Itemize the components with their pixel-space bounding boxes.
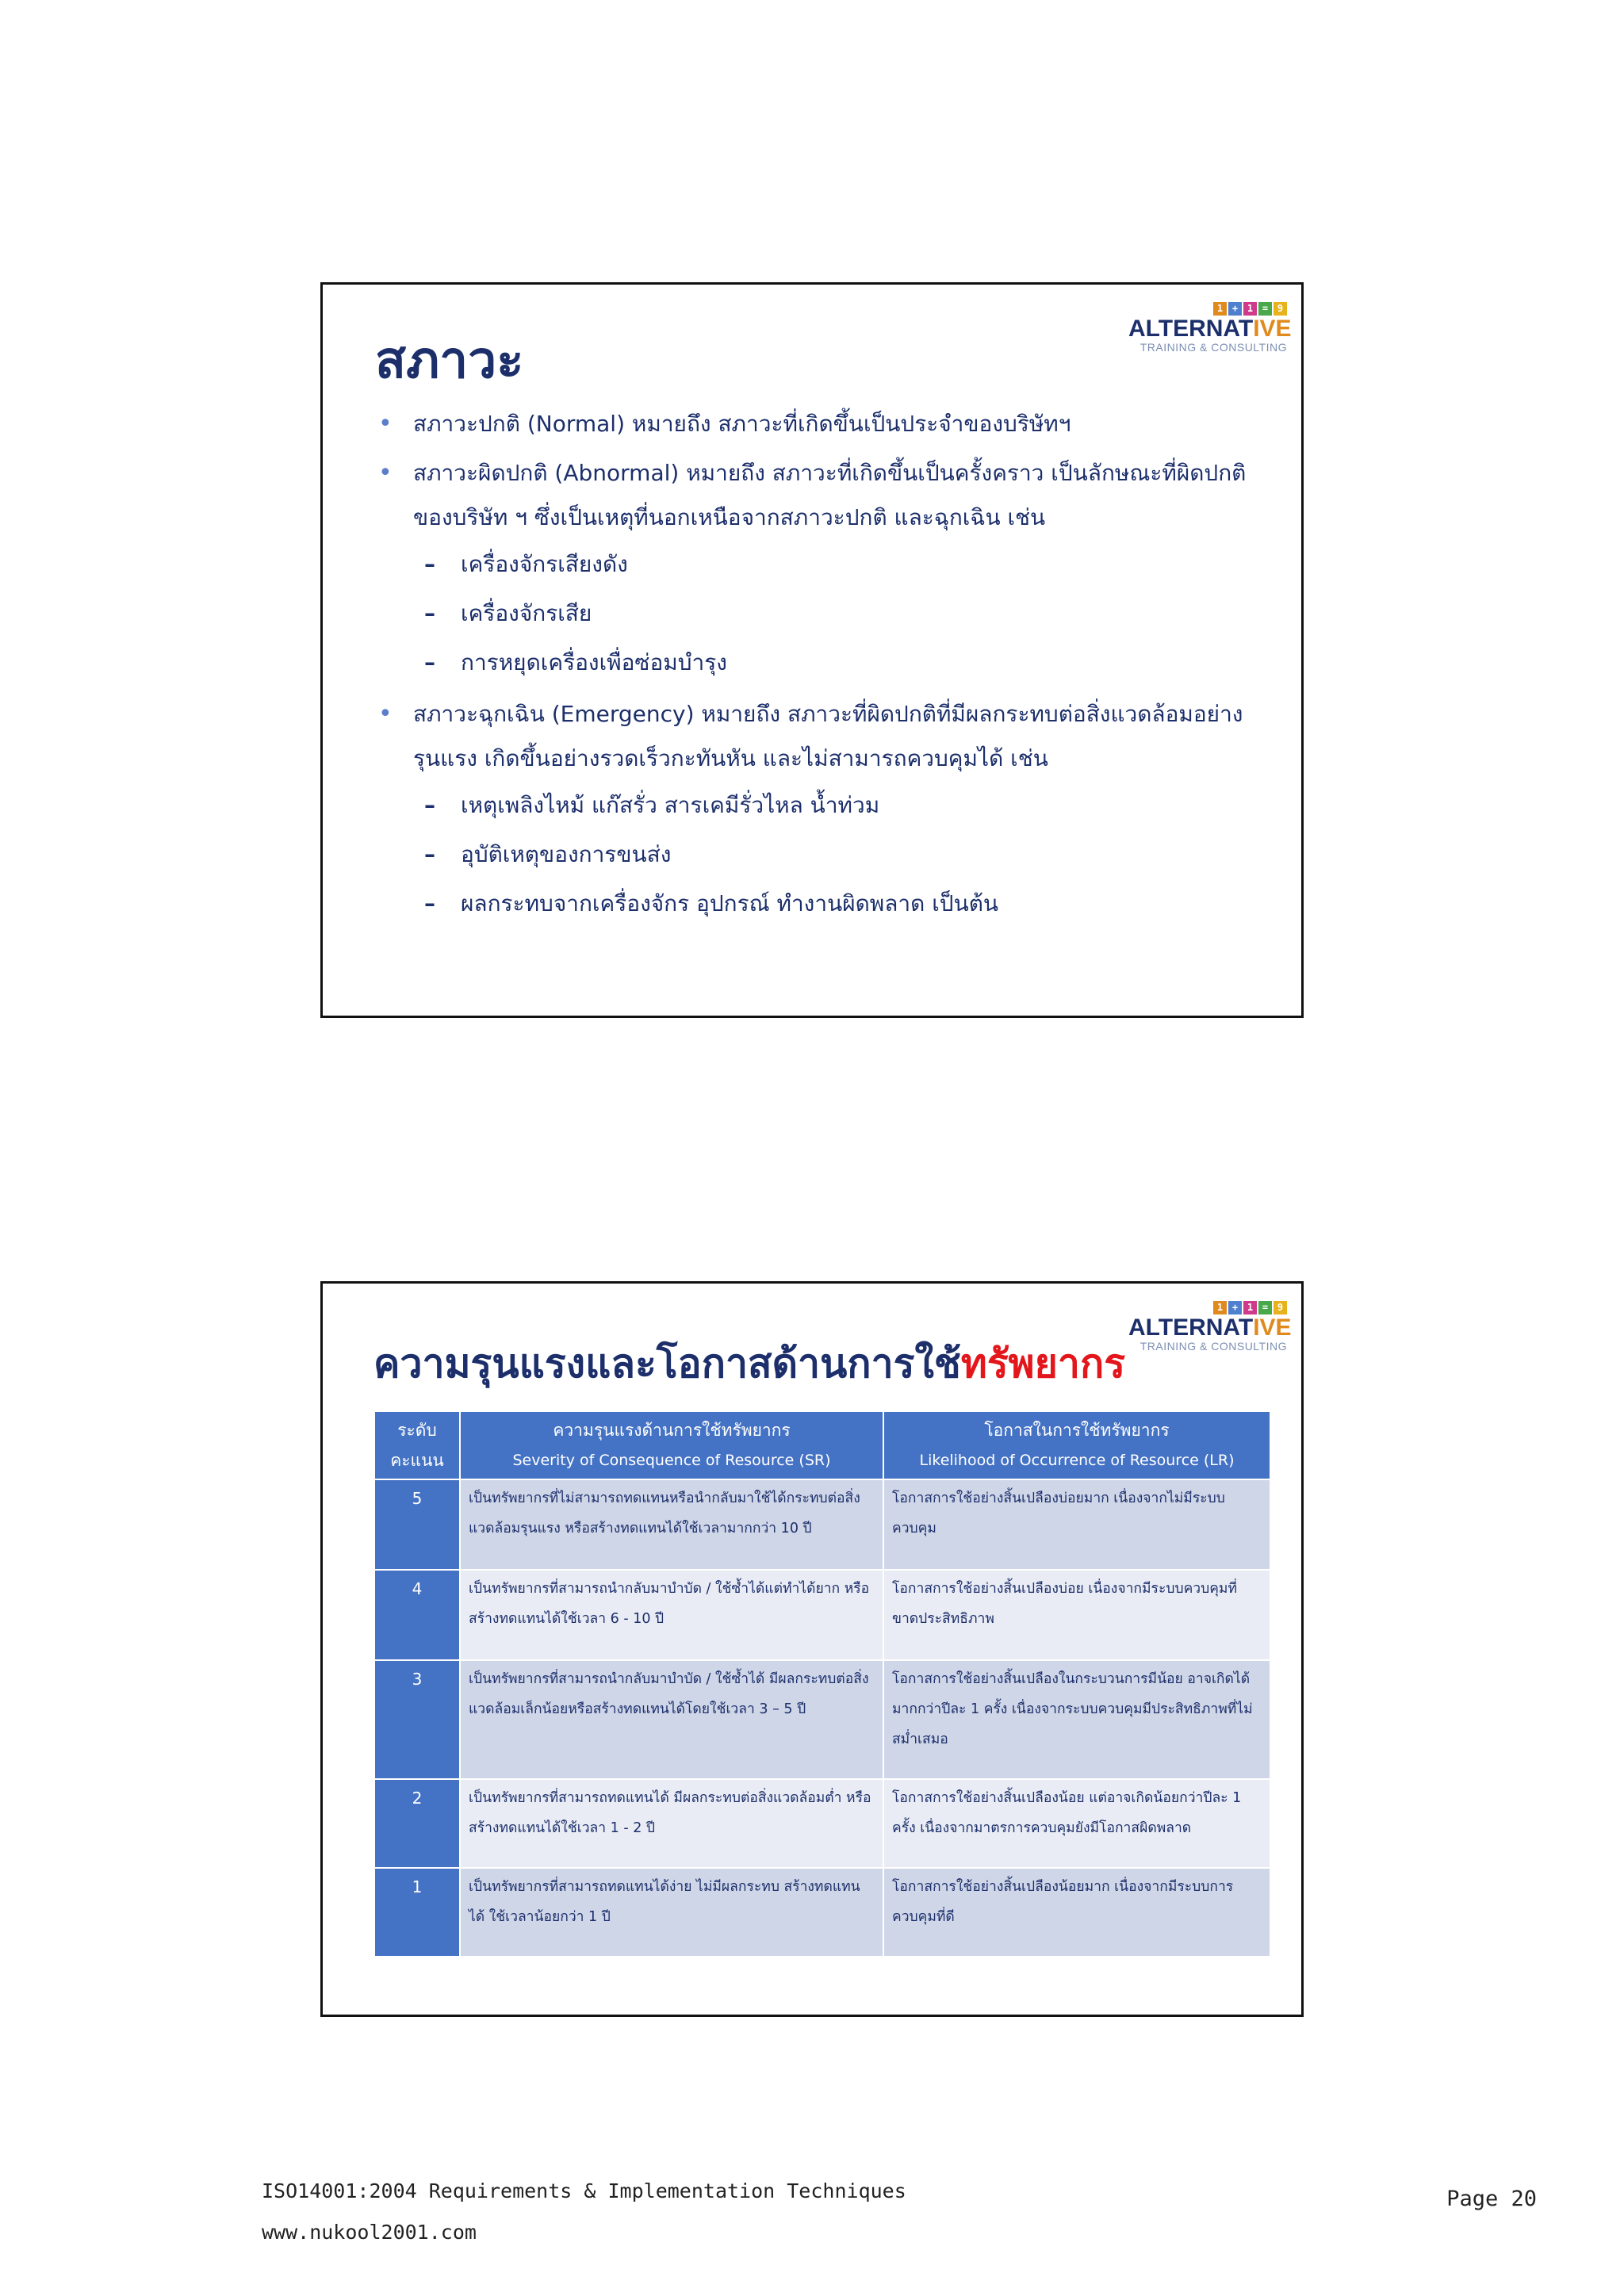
footer-course-title: ISO14001:2004 Requirements & Implementation Techniques <box>262 2179 906 2202</box>
alternative-logo <box>1128 302 1292 354</box>
page-number: Page 20 <box>1446 2187 1537 2211</box>
bullet-item <box>375 402 1270 446</box>
table-cell-sr: เป็นทรัพยากรที่สามารถนำกลับมาบำบัด / ใช้ซ้ำได้ มีผลกระทบต่อสิ่งแวดล้อมเล็กน้อยหรือสร้างทดแทนได้โดยใช้เวลา 3 – 5 ปี <box>460 1660 883 1779</box>
bullet-block <box>375 451 1270 687</box>
dash-icon: – <box>424 841 435 867</box>
table-row <box>374 1868 1270 1957</box>
table-cell-lr: โอกาสการใช้อย่างสิ้นเปลืองน้อย แต่อาจเกิดน้อยกว่าปีละ 1 ครั้ง เนื่องจากมาตรการควบคุมยังมีโอกาสผิดพลาด <box>883 1779 1270 1868</box>
header-likelihood: โอกาสในการใช้ทรัพยากร Likelihood of Occurrence of Resource (LR) <box>883 1411 1270 1479</box>
sub-bullet-text: เหตุเพลิงไหม้ แก๊สรั่ว สารเคมีรั่วไหล น้ำท่วม <box>461 792 880 818</box>
logo-square: 1 <box>1243 1301 1257 1314</box>
logo-square: + <box>1228 1301 1242 1314</box>
logo-square: 1 <box>1243 302 1257 316</box>
sub-bullet-text: เครื่องจักรเสีย <box>461 600 592 626</box>
header-score: ระดับ คะแนน <box>374 1411 460 1479</box>
sub-bullet-item <box>375 879 1270 928</box>
header-severity: ความรุนแรงด้านการใช้ทรัพยากร Severity of Consequence of Resource (SR) <box>460 1411 883 1479</box>
dash-icon: – <box>424 890 435 916</box>
sub-bullet-item <box>375 589 1270 638</box>
bullet-dot-icon: • <box>378 459 393 487</box>
table-cell-lr: โอกาสการใช้อย่างสิ้นเปลืองบ่อย เนื่องจากมีระบบควบคุมที่ขาดประสิทธิภาพ <box>883 1570 1270 1660</box>
severity-likelihood-table <box>373 1410 1271 1957</box>
logo-squares <box>1128 302 1287 316</box>
slide-conditions <box>320 282 1304 1018</box>
bullet-text: สภาวะปกติ (Normal) หมายถึง สภาวะที่เกิดขึ้นเป็นประจำของบริษัทฯ <box>413 411 1071 437</box>
table-cell-score: 1 <box>374 1868 460 1957</box>
table-cell-sr: เป็นทรัพยากรที่สามารถนำกลับมาบำบัด / ใช้ซ้ำได้แต่ทำได้ยาก หรือสร้างทดแทนได้ใช้เวลา 6 - 10 ปี <box>460 1570 883 1660</box>
sub-bullet-text: ผลกระทบจากเครื่องจักร อุปกรณ์ ทำงานผิดพลาด เป็นต้น <box>461 890 999 916</box>
logo-square: + <box>1228 302 1242 316</box>
bullet-dot-icon: • <box>378 700 393 728</box>
dash-icon: – <box>424 792 435 818</box>
bullet-item <box>375 692 1270 781</box>
logo-wordmark: ALTERNATIVE <box>1128 1314 1292 1341</box>
sub-bullet-item <box>375 638 1270 687</box>
sub-bullet-item <box>375 830 1270 879</box>
sub-bullet-item <box>375 781 1270 830</box>
table-cell-score: 5 <box>374 1479 460 1570</box>
slide-title: ความรุนแรงและโอกาสด้านการใช้ทรัพยากร <box>373 1341 1126 1387</box>
logo-subtitle: TRAINING & CONSULTING <box>1139 341 1287 354</box>
bullet-text: สภาวะฉุกเฉิน (Emergency) หมายถึง สภาวะที่ผิดปกติที่มีผลกระทบต่อสิ่งแวดล้อมอย่างรุนแรง เกิดขึ้นอย่างรวดเร็วกะทันหัน และไม่สามารถควบคุมได้ เช่น <box>413 701 1243 771</box>
dash-icon: – <box>424 649 435 675</box>
sub-bullet-text: เครื่องจักรเสียงดัง <box>461 551 628 577</box>
logo-square: = <box>1258 1301 1272 1314</box>
table-row <box>374 1570 1270 1660</box>
logo-squares <box>1128 1301 1287 1314</box>
footer <box>262 2171 906 2253</box>
table-row <box>374 1660 1270 1779</box>
dash-icon: – <box>424 600 435 626</box>
table-cell-score: 2 <box>374 1779 460 1868</box>
logo-square: 1 <box>1213 302 1227 316</box>
alternative-logo <box>1128 1301 1292 1353</box>
footer-website: www.nukool2001.com <box>262 2221 477 2244</box>
bullet-text: สภาวะผิดปกติ (Abnormal) หมายถึง สภาวะที่เกิดขึ้นเป็นครั้งคราว เป็นลักษณะที่ผิดปกติของบริษัท ฯ ซึ่งเป็นเหตุที่นอกเหนือจากสภาวะปกติ และฉุกเฉิน เช่น <box>413 460 1247 530</box>
bullet-dot-icon: • <box>378 410 393 438</box>
sub-bullet-text: อุบัติเหตุของการขนส่ง <box>461 841 672 867</box>
table-row <box>374 1779 1270 1868</box>
table-cell-lr: โอกาสการใช้อย่างสิ้นเปลืองบ่อยมาก เนื่องจากไม่มีระบบควบคุม <box>883 1479 1270 1570</box>
slide-content <box>375 402 1270 933</box>
logo-square: 9 <box>1274 302 1287 316</box>
table-cell-score: 4 <box>374 1570 460 1660</box>
logo-square: = <box>1258 302 1272 316</box>
bullet-block <box>375 402 1270 446</box>
table-cell-lr: โอกาสการใช้อย่างสิ้นเปลืองในกระบวนการมีน้อย อาจเกิดได้มากกว่าปีละ 1 ครั้ง เนื่องจากระบบควบคุมมีประสิทธิภาพที่ไม่สม่ำเสมอ <box>883 1660 1270 1779</box>
table-cell-lr: โอกาสการใช้อย่างสิ้นเปลืองน้อยมาก เนื่องจากมีระบบการควบคุมที่ดี <box>883 1868 1270 1957</box>
slide-resource-severity <box>320 1281 1304 2017</box>
table-cell-score: 3 <box>374 1660 460 1779</box>
slide-title: สภาวะ <box>375 331 524 390</box>
logo-square: 9 <box>1274 1301 1287 1314</box>
dash-icon: – <box>424 551 435 577</box>
bullet-item <box>375 451 1270 540</box>
table-cell-sr: เป็นทรัพยากรที่สามารถทดแทนได้ มีผลกระทบต่อสิ่งแวดล้อมต่ำ หรือสร้างทดแทนได้ใช้เวลา 1 - 2 ปี <box>460 1779 883 1868</box>
table-cell-sr: เป็นทรัพยากรที่ไม่สามารถทดแทนหรือนำกลับมาใช้ได้กระทบต่อสิ่งแวดล้อมรุนแรง หรือสร้างทดแทนได้ใช้เวลามากกว่า 10 ปี <box>460 1479 883 1570</box>
sub-bullet-item <box>375 540 1270 589</box>
table-cell-sr: เป็นทรัพยากรที่สามารถทดแทนได้ง่าย ไม่มีผลกระทบ สร้างทดแทนได้ ใช้เวลาน้อยกว่า 1 ปี <box>460 1868 883 1957</box>
sub-bullet-text: การหยุดเครื่องเพื่อซ่อมบำรุง <box>461 649 727 675</box>
bullet-block <box>375 692 1270 928</box>
logo-wordmark: ALTERNATIVE <box>1128 316 1292 342</box>
logo-subtitle: TRAINING & CONSULTING <box>1139 1340 1287 1353</box>
table-header-row <box>374 1411 1270 1479</box>
table-row <box>374 1479 1270 1570</box>
logo-square: 1 <box>1213 1301 1227 1314</box>
